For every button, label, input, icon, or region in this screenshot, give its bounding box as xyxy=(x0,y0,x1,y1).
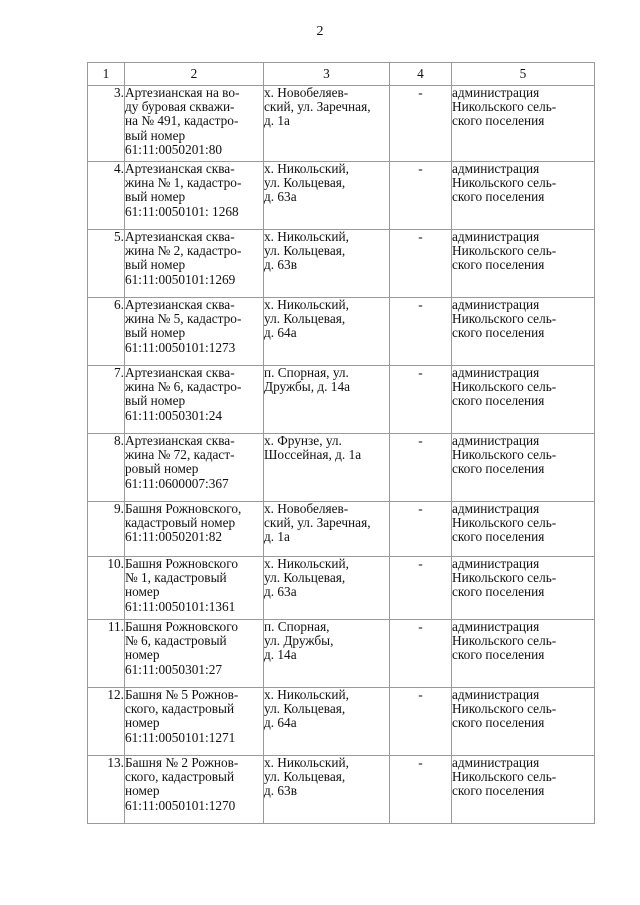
object-address: п. Спорная, ул. Дружбы, д. 14а xyxy=(264,619,334,663)
object-name-cell xyxy=(125,162,264,230)
empty-value-dash-cell xyxy=(390,230,452,298)
owner-name: администрация Никольского сель- ского поселения xyxy=(452,297,557,341)
empty-value-dash-cell xyxy=(390,557,452,620)
row-number: 6. xyxy=(114,297,124,312)
object-address: х. Никольский, ул. Кольцевая, д. 63в xyxy=(264,229,349,273)
empty-value-dash: - xyxy=(418,85,423,100)
column-header: 5 xyxy=(452,63,595,86)
empty-value-dash: - xyxy=(418,687,423,702)
table-row xyxy=(88,557,595,620)
object-address: х. Новобеляев- ский, ул. Заречная, д. 1а xyxy=(264,501,371,545)
owner-name-cell xyxy=(452,366,595,434)
owner-name-cell xyxy=(452,557,595,620)
object-name: Башня № 5 Рожнов- ского, кадастровый номер 61:11:0050101:1271 xyxy=(125,687,239,745)
object-name-cell xyxy=(125,298,264,366)
column-header: 2 xyxy=(125,63,264,86)
row-number: 4. xyxy=(114,161,124,176)
object-address-cell xyxy=(264,620,390,688)
table-row xyxy=(88,434,595,502)
row-number-cell xyxy=(88,230,125,298)
table-row xyxy=(88,298,595,366)
object-address-cell xyxy=(264,557,390,620)
owner-name-cell xyxy=(452,688,595,756)
object-name-cell xyxy=(125,620,264,688)
page-number: 2 xyxy=(316,24,324,39)
property-table xyxy=(87,62,595,824)
object-address-cell xyxy=(264,162,390,230)
empty-value-dash: - xyxy=(418,619,423,634)
table-row xyxy=(88,502,595,557)
row-number-cell xyxy=(88,366,125,434)
column-header: 4 xyxy=(390,63,452,86)
object-address: х. Никольский, ул. Кольцевая, д. 64а xyxy=(264,687,349,731)
object-name: Башня Рожновского № 6, кадастровый номер 61:11:0050301:27 xyxy=(125,619,238,677)
object-name-cell xyxy=(125,502,264,557)
row-number: 11. xyxy=(107,619,124,634)
object-address: х. Фрунзе, ул. Шоссейная, д. 1а xyxy=(264,433,362,463)
row-number-cell xyxy=(88,756,125,824)
owner-name: администрация Никольского сель- ского поселения xyxy=(452,556,557,600)
owner-name: администрация Никольского сель- ского поселения xyxy=(452,755,557,799)
row-number: 9. xyxy=(114,501,124,516)
object-name: Артезианская на во- ду буровая скважи- на № 491, кадастро- вый номер 61:11:0050201:80 xyxy=(125,85,240,157)
row-number-cell xyxy=(88,162,125,230)
empty-value-dash: - xyxy=(418,501,423,516)
owner-name: администрация Никольского сель- ского поселения xyxy=(452,687,557,731)
owner-name-cell xyxy=(452,434,595,502)
empty-value-dash-cell xyxy=(390,688,452,756)
row-number-cell xyxy=(88,86,125,162)
row-number-cell xyxy=(88,620,125,688)
empty-value-dash: - xyxy=(418,755,423,770)
empty-value-dash: - xyxy=(418,556,423,571)
object-name: Башня № 2 Рожнов- ского, кадастровый номер 61:11:0050101:1270 xyxy=(125,755,239,813)
empty-value-dash-cell xyxy=(390,756,452,824)
object-address: х. Новобеляев- ский, ул. Заречная, д. 1а xyxy=(264,85,371,129)
owner-name-cell xyxy=(452,162,595,230)
empty-value-dash: - xyxy=(418,229,423,244)
empty-value-dash-cell xyxy=(390,162,452,230)
object-address-cell xyxy=(264,502,390,557)
owner-name-cell xyxy=(452,620,595,688)
table-row xyxy=(88,162,595,230)
object-address-cell xyxy=(264,434,390,502)
object-address-cell xyxy=(264,756,390,824)
object-address-cell xyxy=(264,688,390,756)
object-address-cell xyxy=(264,230,390,298)
object-address: х. Никольский, ул. Кольцевая, д. 63в xyxy=(264,755,349,799)
owner-name-cell xyxy=(452,298,595,366)
object-address: х. Никольский, ул. Кольцевая, д. 63а xyxy=(264,161,349,205)
empty-value-dash: - xyxy=(418,365,423,380)
table-header-row xyxy=(88,63,595,86)
object-name: Артезианская сква- жина № 6, кадастро- вый номер 61:11:0050301:24 xyxy=(125,365,242,423)
object-name-cell xyxy=(125,688,264,756)
table-row xyxy=(88,756,595,824)
object-name: Башня Рожновского, кадастровый номер 61:11:0050201:82 xyxy=(125,501,242,545)
column-header: 1 xyxy=(88,63,125,86)
row-number: 3. xyxy=(114,85,124,100)
owner-name: администрация Никольского сель- ского поселения xyxy=(452,501,557,545)
empty-value-dash-cell xyxy=(390,86,452,162)
owner-name: администрация Никольского сель- ского поселения xyxy=(452,85,557,129)
object-name: Артезианская сква- жина № 1, кадастро- вый номер 61:11:0050101: 1268 xyxy=(125,161,242,219)
row-number: 13. xyxy=(107,755,124,770)
table-row xyxy=(88,688,595,756)
object-name: Артезианская сква- жина № 2, кадастро- вый номер 61:11:0050101:1269 xyxy=(125,229,242,287)
empty-value-dash-cell xyxy=(390,366,452,434)
owner-name: администрация Никольского сель- ского поселения xyxy=(452,619,557,663)
table-row xyxy=(88,230,595,298)
owner-name: администрация Никольского сель- ского поселения xyxy=(452,229,557,273)
object-name-cell xyxy=(125,366,264,434)
object-name-cell xyxy=(125,557,264,620)
table-row xyxy=(88,86,595,162)
row-number-cell xyxy=(88,434,125,502)
row-number: 5. xyxy=(114,229,124,244)
row-number-cell xyxy=(88,688,125,756)
empty-value-dash-cell xyxy=(390,620,452,688)
table-row xyxy=(88,366,595,434)
row-number: 12. xyxy=(107,687,124,702)
object-address-cell xyxy=(264,86,390,162)
object-address-cell xyxy=(264,366,390,434)
object-name-cell xyxy=(125,756,264,824)
row-number-cell xyxy=(88,557,125,620)
owner-name-cell xyxy=(452,230,595,298)
empty-value-dash: - xyxy=(418,433,423,448)
owner-name: администрация Никольского сель- ского поселения xyxy=(452,365,557,409)
owner-name: администрация Никольского сель- ского поселения xyxy=(452,433,557,477)
owner-name-cell xyxy=(452,756,595,824)
object-name-cell xyxy=(125,230,264,298)
column-header: 3 xyxy=(264,63,390,86)
object-address: х. Никольский, ул. Кольцевая, д. 63а xyxy=(264,556,349,600)
object-name: Башня Рожновского № 1, кадастровый номер 61:11:0050101:1361 xyxy=(125,556,238,614)
owner-name-cell xyxy=(452,502,595,557)
owner-name: администрация Никольского сель- ского поселения xyxy=(452,161,557,205)
table-row xyxy=(88,620,595,688)
row-number: 10. xyxy=(107,556,124,571)
empty-value-dash: - xyxy=(418,161,423,176)
empty-value-dash-cell xyxy=(390,502,452,557)
object-name: Артезианская сква- жина № 5, кадастро- вый номер 61:11:0050101:1273 xyxy=(125,297,242,355)
row-number-cell xyxy=(88,298,125,366)
empty-value-dash-cell xyxy=(390,434,452,502)
object-address: п. Спорная, ул. Дружбы, д. 14а xyxy=(264,365,350,395)
owner-name-cell xyxy=(452,86,595,162)
object-name-cell xyxy=(125,86,264,162)
table-body xyxy=(88,86,595,824)
row-number: 7. xyxy=(114,365,124,380)
object-name-cell xyxy=(125,434,264,502)
empty-value-dash: - xyxy=(418,297,423,312)
object-address-cell xyxy=(264,298,390,366)
object-name: Артезианская сква- жина № 72, кадаст- ровый номер 61:11:0600007:367 xyxy=(125,433,235,491)
object-address: х. Никольский, ул. Кольцевая, д. 64а xyxy=(264,297,349,341)
empty-value-dash-cell xyxy=(390,298,452,366)
row-number-cell xyxy=(88,502,125,557)
row-number: 8. xyxy=(114,433,124,448)
